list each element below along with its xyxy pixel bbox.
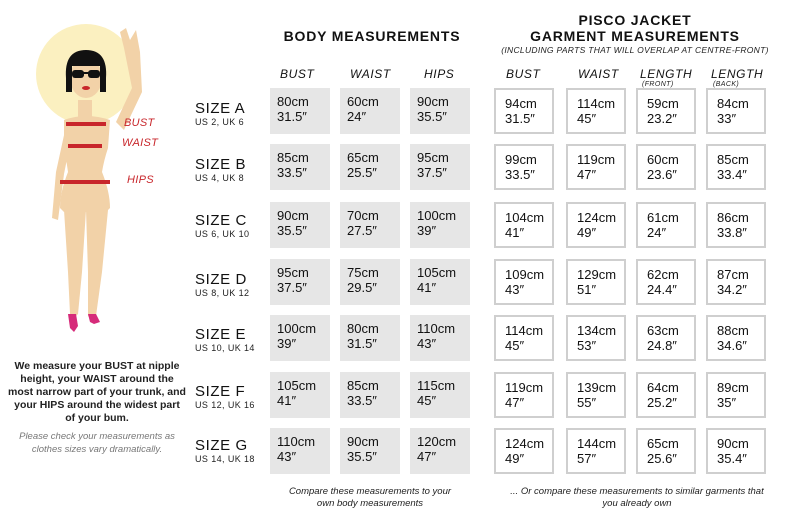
garment-cell: 124cm 49″ — [566, 202, 626, 248]
garment-col-bust: BUST — [506, 67, 541, 81]
garment-cell: 99cm 33.5″ — [494, 144, 554, 190]
garment-cell: 63cm 24.8″ — [636, 315, 696, 361]
garment-cell: 86cm 33.8″ — [706, 202, 766, 248]
measurement-note: Please check your measurements as clothes sizes vary dramatically. — [19, 431, 175, 455]
waist-label: WAIST — [122, 137, 159, 149]
garment-cell: 109cm 43″ — [494, 259, 554, 305]
garment-col-waist: WAIST — [578, 67, 619, 81]
garment-cell: 114cm 45″ — [494, 315, 554, 361]
body-cell: 110cm 43″ — [410, 315, 470, 361]
garment-title-line2: GARMENT MEASUREMENTS — [530, 28, 740, 44]
body-cell: 95cm 37.5″ — [270, 259, 330, 305]
garment-cell: 59cm 23.2″ — [636, 88, 696, 134]
garment-cell: 64cm 25.2″ — [636, 372, 696, 418]
size-label: SIZE F US 12, UK 16 — [195, 383, 255, 410]
body-cell: 90cm 35.5″ — [270, 202, 330, 248]
garment-cell: 87cm 34.2″ — [706, 259, 766, 305]
size-label: SIZE D US 8, UK 12 — [195, 271, 250, 298]
figure-illustration — [20, 22, 190, 352]
body-cell: 110cm 43″ — [270, 428, 330, 474]
body-cell: 85cm 33.5″ — [340, 372, 400, 418]
size-label: SIZE A US 2, UK 6 — [195, 100, 246, 127]
garment-cell: 119cm 47″ — [494, 372, 554, 418]
body-col-waist: WAIST — [350, 67, 391, 81]
body-measurements-heading: BODY MEASUREMENTS — [283, 28, 461, 44]
body-cell: 115cm 45″ — [410, 372, 470, 418]
body-cell: 70cm 27.5″ — [340, 202, 400, 248]
garment-cell: 129cm 51″ — [566, 259, 626, 305]
garment-cell: 89cm 35″ — [706, 372, 766, 418]
garment-cell: 94cm 31.5″ — [494, 88, 554, 134]
body-col-hips: HIPS — [424, 67, 455, 81]
garment-cell: 62cm 24.4″ — [636, 259, 696, 305]
size-label: SIZE C US 6, UK 10 — [195, 212, 250, 239]
garment-col-length-front: LENGTH — [640, 67, 693, 81]
garment-footer: ... Or compare these measurements to similar garments that you already own — [510, 486, 764, 509]
garment-cell: 104cm 41″ — [494, 202, 554, 248]
garment-cell: 114cm 45″ — [566, 88, 626, 134]
body-cell: 65cm 25.5″ — [340, 144, 400, 190]
size-label: SIZE E US 10, UK 14 — [195, 326, 255, 353]
hips-label: HIPS — [127, 174, 154, 186]
garment-cell: 88cm 34.6″ — [706, 315, 766, 361]
garment-col-length-back-sub: (BACK) — [713, 81, 740, 88]
body-cell: 100cm 39″ — [410, 202, 470, 248]
garment-title-line1: PISCO JACKET — [578, 12, 692, 28]
garment-col-length-back: LENGTH — [711, 67, 764, 81]
body-cell: 105cm 41″ — [410, 259, 470, 305]
garment-cell: 119cm 47″ — [566, 144, 626, 190]
garment-cell: 124cm 49″ — [494, 428, 554, 474]
garment-cell: 65cm 25.6″ — [636, 428, 696, 474]
body-cell: 75cm 29.5″ — [340, 259, 400, 305]
body-cell: 105cm 41″ — [270, 372, 330, 418]
body-cell: 90cm 35.5″ — [410, 88, 470, 134]
bust-label: BUST — [124, 117, 155, 129]
body-footer: Compare these measurements to your own body measurements — [288, 486, 452, 509]
garment-cell: 90cm 35.4″ — [706, 428, 766, 474]
garment-cell: 85cm 33.4″ — [706, 144, 766, 190]
garment-col-length-front-sub: (FRONT) — [642, 81, 674, 88]
body-cell: 80cm 31.5″ — [340, 315, 400, 361]
body-cell: 100cm 39″ — [270, 315, 330, 361]
body-col-bust: BUST — [280, 67, 315, 81]
body-cell: 90cm 35.5″ — [340, 428, 400, 474]
body-cell: 120cm 47″ — [410, 428, 470, 474]
garment-subtitle: (INCLUDING PARTS THAT WILL OVERLAP AT CENTRE-FRONT) — [501, 45, 769, 55]
measurement-description: We measure your BUST at nipple height, your WAIST around the most narrow part of your trunk, and your HIPS around the widest part of your bum. — [8, 360, 186, 424]
body-cell: 60cm 24″ — [340, 88, 400, 134]
garment-cell: 134cm 53″ — [566, 315, 626, 361]
garment-cell: 144cm 57″ — [566, 428, 626, 474]
size-label: SIZE G US 14, UK 18 — [195, 437, 255, 464]
garment-cell: 60cm 23.6″ — [636, 144, 696, 190]
garment-cell: 139cm 55″ — [566, 372, 626, 418]
garment-cell: 84cm 33″ — [706, 88, 766, 134]
body-cell: 80cm 31.5″ — [270, 88, 330, 134]
body-cell: 85cm 33.5″ — [270, 144, 330, 190]
size-label: SIZE B US 4, UK 8 — [195, 156, 247, 183]
garment-cell: 61cm 24″ — [636, 202, 696, 248]
body-cell: 95cm 37.5″ — [410, 144, 470, 190]
